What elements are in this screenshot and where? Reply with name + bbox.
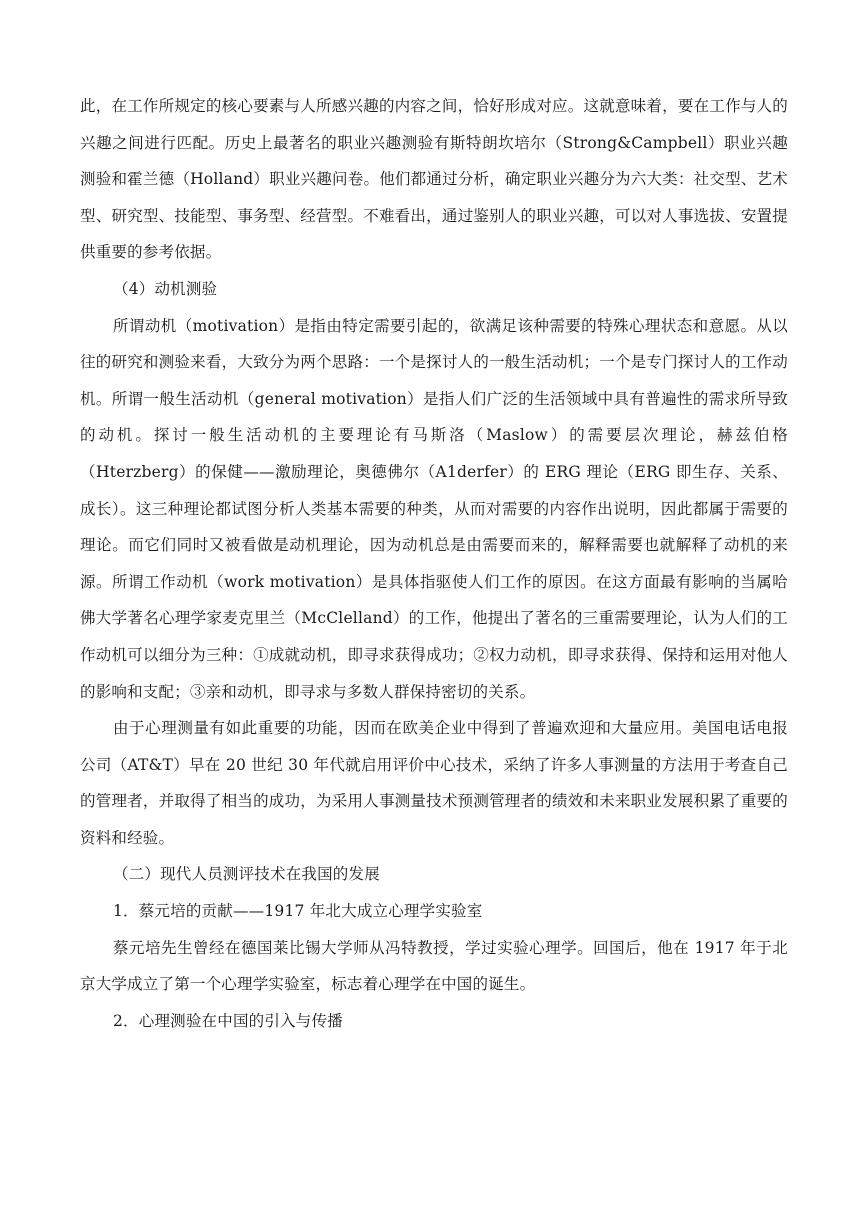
heading-introduction-in-china: 2．心理测验在中国的引入与传播: [113, 1011, 343, 1030]
heading-motivation-test: （4）动机测验: [113, 279, 218, 298]
heading-cai-yuanpei: 1．蔡元培的贡献——1917 年北大成立心理学实验室: [113, 902, 483, 921]
paragraph-cai-yuanpei: 蔡元培先生曾经在德国莱比锡大学师从冯特教授，学过实验心理学。回国后，他在 1917 年于北京大学成立了第一个心理学实验室，标志着心理学在中国的诞生。: [80, 938, 788, 994]
paragraph-motivation: 所谓动机（motivation）是指由特定需要引起的，欲满足该种需要的特殊心理状态和意愿。从以往的研究和测验来看，大致分为两个思路：一个是探讨人的一般生活动机；一个是专门探讨人的工作动机。所谓一般生活动机（general motivation）是指人们广泛的生活领域中具有普遍性的需求所导致的动机。探讨一般生活动机的主要理论有马斯洛（Maslow）的需要层次理论，赫兹伯格（Hterzberg）的保健——激励理论，奥德佛尔（A1derfer）的 ERG 理论（ERG 即生存、关系、成长）。这三种理论都试图分析人类基本需要的种类，从而对需要的内容作出说明，因此都属于需要的理论。而它们同时又被看做是动机理论，因为动机总是由需要而来的，解释需要也就解释了动机的来源。所谓工作动机（work motivation）是具体指驱使人们工作的原因。在这方面最有影响的当属哈佛大学著名心理学家麦克里兰（McClelland）的工作，他提出了著名的三重需要理论，认为人们的工作动机可以细分为三种：①成就动机，即寻求获得成功；②权力动机，即寻求获得、保持和运用对他人的影响和支配；③亲和动机，即寻求与多数人群保持密切的关系。: [80, 316, 788, 701]
paragraph-interest-test-continued: 此，在工作所规定的核心要素与人所感兴趣的内容之间，恰好形成对应。这就意味着，要在工作与人的兴趣之间进行匹配。历史上最著名的职业兴趣测验有斯特朗坎培尔（Strong&Campbell）职业兴趣测验和霍兰德（Holland）职业兴趣问卷。他们都通过分析，确定职业兴趣分为六大类：社交型、艺术型、研究型、技能型、事务型、经营型。不难看出，通过鉴别人的职业兴趣，可以对人事选拔、安置提供重要的参考依据。: [80, 97, 788, 262]
paragraph-att-application: 由于心理测量有如此重要的功能，因而在欧美企业中得到了普遍欢迎和大量应用。美国电话电报公司（AT&T）早在 20 世纪 30 年代就启用评价中心技术，采纳了许多人事测量的方法用于考查自己的管理者，并取得了相当的成功，为采用人事测量技术预测管理者的绩效和未来职业发展积累了重要的资料和经验。: [80, 719, 788, 847]
heading-domestic-development: （二）现代人员测评技术在我国的发展: [113, 865, 380, 884]
